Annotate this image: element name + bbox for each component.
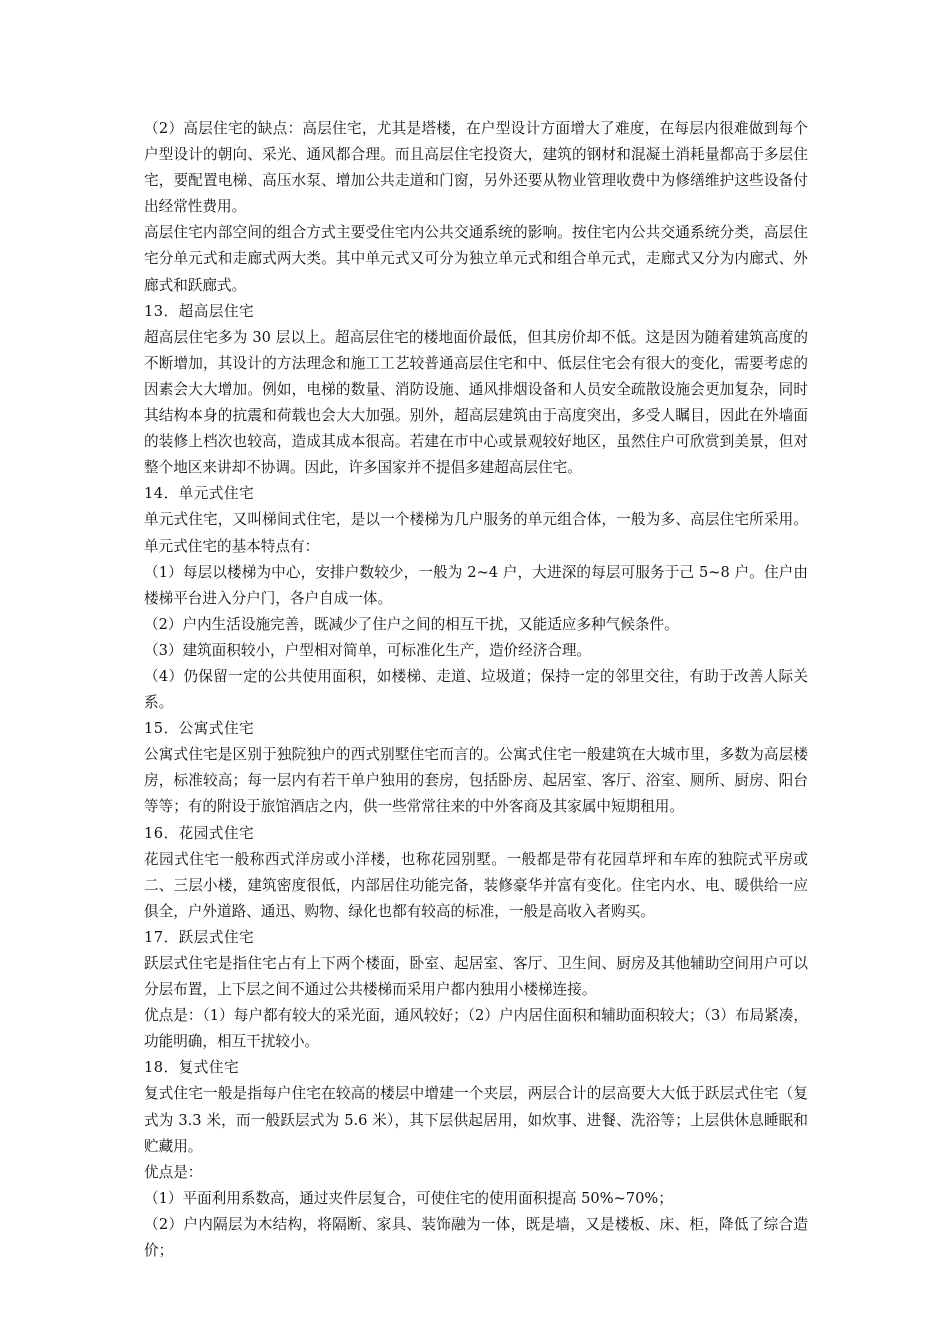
paragraph-super-high-rise: 超高层住宅多为 30 层以上。超高层住宅的楼地面价最低，但其房价却不低。这是因为随着建筑高度的不断增加，其设计的方法理念和施工工艺较普通高层住宅和中、低层住宅会有很大的变化，需要考虑的因素会大大增加。例如，电梯的数量、消防设施、通风排烟设备和人员安全疏散设施会更加复杂，同时其结构本身的抗震和荷载也会大大加强。别外，超高层建筑由于高度突出，多受人瞩目，因此在外墙面的装修上档次也较高，造成其成本很高。若建在市中心或景观较好地区，虽然住户可欣赏到美景，但对整个地区来讲却不协调。因此，许多国家并不提倡多建超高层住宅。 [144, 328, 808, 477]
paragraph-skip-floor: 跃层式住宅是指住宅占有上下两个楼面，卧室、起居室、客厅、卫生间、厨房及其他辅助空间用户可以分层布置，上下层之间不通过公共楼梯而采用户都内独用小楼梯连接。 [144, 955, 808, 999]
paragraph-unit-type-point-1: （1）每层以楼梯为中心，安排户数较少，一般为 2~4 户，大进深的每层可服务于己 5~8 户。住户由楼梯平台进入分户门，各户自成一体。 [144, 563, 808, 607]
paragraph-garden: 花园式住宅一般称西式洋房或小洋楼，也称花园别墅。一般都是带有花园草坪和车库的独院式平房或二、三层小楼，建筑密度很低，内部居住功能完备，装修豪华并富有变化。住宅内水、电、暖供给一应俱全，户外道路、通迅、购物、绿化也都有较高的标准，一般是高收入者购买。 [144, 850, 808, 920]
heading-16-garden: 16．花园式住宅 [144, 824, 255, 842]
heading-17-skip-floor: 17．跃层式住宅 [144, 928, 255, 946]
paragraph-duplex-advantages-label: 优点是： [144, 1163, 203, 1181]
heading-18-duplex: 18．复式住宅 [144, 1059, 240, 1077]
paragraph-high-rise-disadvantages: （2）高层住宅的缺点：高层住宅，尤其是塔楼，在户型设计方面增大了难度，在每层内很难做到每个户型设计的朝向、采光、通风都合理。而且高层住宅投资大，建筑的钢材和混凝土消耗量都高于多层住宅，要配置电梯、高压水泵、增加公共走道和门窗，另外还要从物业管理收费中为修缮维护这些设备付出经常性费用。 [144, 120, 808, 216]
heading-15-apartment: 15．公寓式住宅 [144, 720, 255, 738]
paragraph-unit-type-intro: 单元式住宅，又叫梯间式住宅，是以一个楼梯为几户服务的单元组合体，一般为多、高层住宅所采用。单元式住宅的基本特点有： [144, 511, 808, 555]
paragraph-high-rise-space-organization: 高层住宅内部空间的组合方式主要受住宅内公共交通系统的影响。按住宅内公共交通系统分类，高层住宅分单元式和走廊式两大类。其中单元式又可分为独立单元式和组合单元式，走廊式又分为内廊式、外廊式和跃廊式。 [144, 224, 808, 294]
paragraph-unit-type-point-3: （3）建筑面积较小，户型相对简单，可标准化生产，造价经济合理。 [144, 641, 592, 659]
heading-13-super-high-rise: 13．超高层住宅 [144, 302, 255, 320]
document-page [144, 116, 808, 1264]
paragraph-duplex-advantage-2: （2）户内隔层为木结构，将隔断、家具、装饰融为一体，既是墙，又是楼板、床、柜，降低了综合造价； [144, 1215, 808, 1260]
paragraph-duplex: 复式住宅一般是指每户住宅在较高的楼层中增建一个夹层，两层合计的层高要大大低于跃层式住宅（复式为 3.3 米，而一般跃层式为 5.6 米），其下层供起居用，如炊事、进餐、洗浴等；上层供休息睡眠和贮藏用。 [144, 1085, 808, 1155]
paragraph-unit-type-point-2: （2）户内生活设施完善，既减少了住户之间的相互干扰，又能适应多种气候条件。 [144, 615, 679, 633]
paragraph-skip-floor-advantages: 优点是：（1）每户都有较大的采光面，通风较好；（2）户内居住面积和辅助面积较大；（3）布局紧凑，功能明确，相互干扰较小。 [144, 1007, 808, 1051]
paragraph-duplex-advantage-1: （1）平面利用系数高，通过夹件层复合，可使住宅的使用面积提高 50%~70%； [144, 1189, 673, 1207]
paragraph-apartment: 公寓式住宅是区别于独院独户的西式别墅住宅而言的。公寓式住宅一般建筑在大城市里，多数为高层楼房，标准较高；每一层内有若干单户独用的套房，包括卧房、起居室、客厅、浴室、厕所、厨房、阳台等等；有的附设于旅馆酒店之内，供一些常常往来的中外客商及其家属中短期租用。 [144, 746, 808, 816]
heading-14-unit-type: 14．单元式住宅 [144, 485, 255, 503]
paragraph-unit-type-point-4: （4）仍保留一定的公共使用面积，如楼梯、走道、垃圾道；保持一定的邻里交往，有助于改善人际关系。 [144, 667, 808, 712]
